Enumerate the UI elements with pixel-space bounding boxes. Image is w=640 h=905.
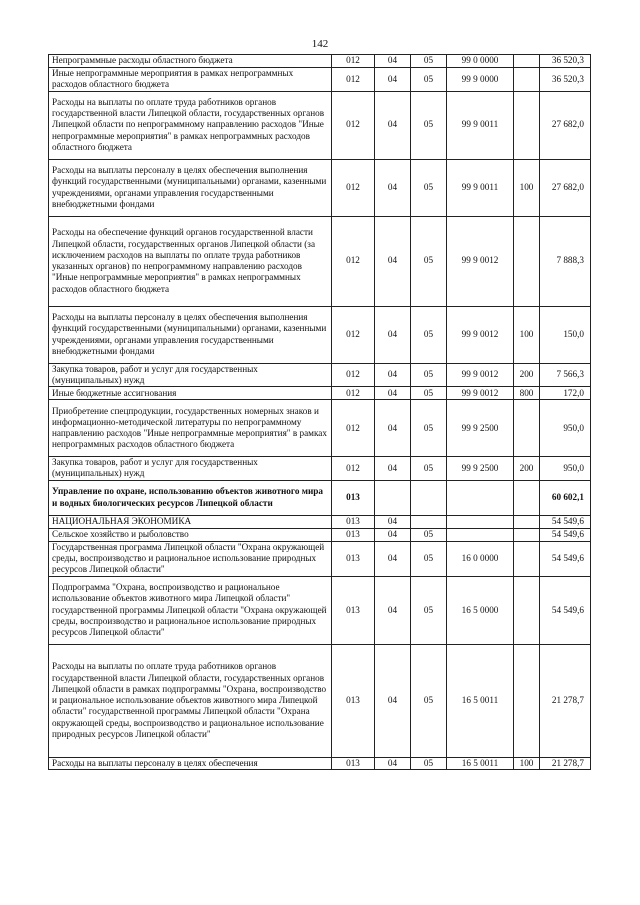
code-section: 04 [375,55,411,68]
code-expense-type [514,528,540,541]
code-section: 04 [375,306,411,363]
table-row [49,576,591,644]
code-subsection: 05 [411,216,447,306]
code-subsection: 05 [411,757,447,769]
code-expense-type: 100 [514,306,540,363]
code-target: 99 9 0000 [447,68,514,92]
code-subsection: 05 [411,68,447,92]
code-target: 16 5 0011 [447,644,514,757]
code-grbs: 013 [332,757,375,769]
row-description: Иные бюджетные ассигнования [49,387,332,400]
row-amount: 54 549,6 [540,515,591,528]
code-grbs: 013 [332,576,375,644]
code-expense-type [514,216,540,306]
row-description: Расходы на выплаты персоналу в целях обеспечения выполнения функций государственными (муниципальными) органами, казенными учреждениями, органами управления государственными внебюджетными фондами [49,306,332,363]
code-subsection: 05 [411,541,447,576]
budget-table [48,54,591,770]
code-grbs: 013 [332,528,375,541]
code-section: 04 [375,528,411,541]
row-description: Закупка товаров, работ и услуг для государственных (муниципальных) нужд [49,457,332,481]
code-grbs: 013 [332,480,375,515]
code-subsection: 05 [411,576,447,644]
code-expense-type [514,68,540,92]
code-target: 16 5 0011 [447,757,514,769]
row-description: Сельское хозяйство и рыболовство [49,528,332,541]
code-grbs: 012 [332,400,375,457]
row-description: Управление по охране, использованию объектов животного мира и водных биологических ресурсов Липецкой области [49,480,332,515]
code-target: 99 9 0011 [447,91,514,159]
row-description: Приобретение спецпродукции, государственных номерных знаков и информационно-методической литературы по непрограммному направлению расходов "Иные непрограммные мероприятия" в рамках непрограммных расходов областного бюджета [49,400,332,457]
table-row [49,457,591,481]
table-row [49,216,591,306]
row-amount: 54 549,6 [540,541,591,576]
code-subsection: 05 [411,363,447,387]
row-description: Государственная программа Липецкой области "Охрана окружающей среды, воспроизводство и рациональное использование природных ресурсов Липецкой области" [49,541,332,576]
code-section: 04 [375,457,411,481]
code-target [447,480,514,515]
row-amount: 172,0 [540,387,591,400]
code-subsection [411,480,447,515]
code-grbs: 012 [332,387,375,400]
row-description: Непрограммные расходы областного бюджета [49,55,332,68]
table-row [49,91,591,159]
row-amount: 7 566,3 [540,363,591,387]
code-section: 04 [375,644,411,757]
table-row [49,159,591,216]
table-row [49,306,591,363]
code-subsection: 05 [411,306,447,363]
code-grbs: 012 [332,363,375,387]
code-target: 99 9 0011 [447,159,514,216]
code-section: 04 [375,216,411,306]
code-subsection: 05 [411,644,447,757]
code-target: 16 0 0000 [447,541,514,576]
code-subsection: 05 [411,55,447,68]
code-section: 04 [375,159,411,216]
code-section: 04 [375,363,411,387]
code-expense-type [514,91,540,159]
code-target: 99 9 0012 [447,363,514,387]
table-row [49,363,591,387]
code-subsection [411,515,447,528]
row-amount: 7 888,3 [540,216,591,306]
row-description: Расходы на выплаты по оплате труда работников органов государственной власти Липецкой области, государственных органов Липецкой области по непрограммному направлению расходов "Иные непрограммные мероприятия" в рамках непрограммных расходов областного бюджета [49,91,332,159]
table-row [49,400,591,457]
row-amount: 21 278,7 [540,757,591,769]
page-number: 142 [311,38,329,50]
table-row [49,55,591,68]
row-amount: 150,0 [540,306,591,363]
row-amount: 36 520,3 [540,55,591,68]
code-grbs: 012 [332,68,375,92]
code-expense-type [514,55,540,68]
code-section: 04 [375,515,411,528]
code-expense-type: 100 [514,757,540,769]
code-expense-type [514,515,540,528]
row-description: Расходы на выплаты персоналу в целях обеспечения [49,757,332,769]
row-amount: 27 682,0 [540,91,591,159]
code-target [447,515,514,528]
code-target: 99 9 2500 [447,400,514,457]
row-amount: 36 520,3 [540,68,591,92]
code-subsection: 05 [411,528,447,541]
row-description: Закупка товаров, работ и услуг для государственных (муниципальных) нужд [49,363,332,387]
code-grbs: 012 [332,306,375,363]
code-expense-type [514,576,540,644]
table-row [49,757,591,769]
code-section: 04 [375,68,411,92]
row-description: Расходы на обеспечение функций органов государственной власти Липецкой области, государственных органов Липецкой области (за исключением расходов на выплаты по оплате труда работников указанных органов) по непрограммному направлению расходов "Иные непрограммные мероприятия" в рамках непрограммных расходов областного бюджета [49,216,332,306]
row-description: Иные непрограммные мероприятия в рамках непрограммных расходов областного бюджета [49,68,332,92]
code-section: 04 [375,541,411,576]
code-section: 04 [375,400,411,457]
code-grbs: 012 [332,457,375,481]
row-description: Расходы на выплаты персоналу в целях обеспечения выполнения функций государственными (муниципальными) органами, казенными учреждениями, органами управления государственными внебюджетными фондами [49,159,332,216]
table-row [49,387,591,400]
table-row [49,644,591,757]
code-target: 99 9 0012 [447,387,514,400]
table-row [49,68,591,92]
code-grbs: 012 [332,216,375,306]
code-expense-type: 100 [514,159,540,216]
code-grbs: 012 [332,91,375,159]
code-target: 16 5 0000 [447,576,514,644]
code-section: 04 [375,91,411,159]
code-target: 99 9 0012 [447,306,514,363]
code-grbs: 013 [332,515,375,528]
code-section: 04 [375,757,411,769]
code-target: 99 0 0000 [447,55,514,68]
row-description: Подпрограмма "Охрана, воспроизводство и рациональное использование объектов животного мира Липецкой области" государственной программы Липецкой области "Охрана окружающей среды, воспроизводство и рациональное использование природных ресурсов Липецкой области" [49,576,332,644]
table-row [49,541,591,576]
row-description: НАЦИОНАЛЬНАЯ ЭКОНОМИКА [49,515,332,528]
code-subsection: 05 [411,387,447,400]
code-section: 04 [375,387,411,400]
code-expense-type: 200 [514,363,540,387]
row-amount: 21 278,7 [540,644,591,757]
row-description: Расходы на выплаты по оплате труда работников органов государственной власти Липецкой области, государственных органов Липецкой области в рамках подпрограммы "Охрана, воспроизводство и рациональное использование объектов животного мира Липецкой области" государственной программы Липецкой области "Охрана окружающей среды, воспроизводство и рациональное использование природных ресурсов Липецкой области" [49,644,332,757]
row-amount: 950,0 [540,457,591,481]
code-subsection: 05 [411,457,447,481]
row-amount: 27 682,0 [540,159,591,216]
code-grbs: 013 [332,644,375,757]
code-target [447,528,514,541]
code-subsection: 05 [411,400,447,457]
code-target: 99 9 2500 [447,457,514,481]
row-amount: 54 549,6 [540,576,591,644]
table-row [49,528,591,541]
table-row [49,515,591,528]
code-grbs: 012 [332,55,375,68]
code-expense-type [514,541,540,576]
table-row [49,480,591,515]
code-expense-type: 800 [514,387,540,400]
code-subsection: 05 [411,91,447,159]
code-section [375,480,411,515]
code-expense-type [514,644,540,757]
code-grbs: 012 [332,159,375,216]
code-target: 99 9 0012 [447,216,514,306]
row-amount: 60 602,1 [540,480,591,515]
row-amount: 54 549,6 [540,528,591,541]
row-amount: 950,0 [540,400,591,457]
code-grbs: 013 [332,541,375,576]
code-expense-type [514,400,540,457]
code-subsection: 05 [411,159,447,216]
code-expense-type: 200 [514,457,540,481]
code-expense-type [514,480,540,515]
code-section: 04 [375,576,411,644]
